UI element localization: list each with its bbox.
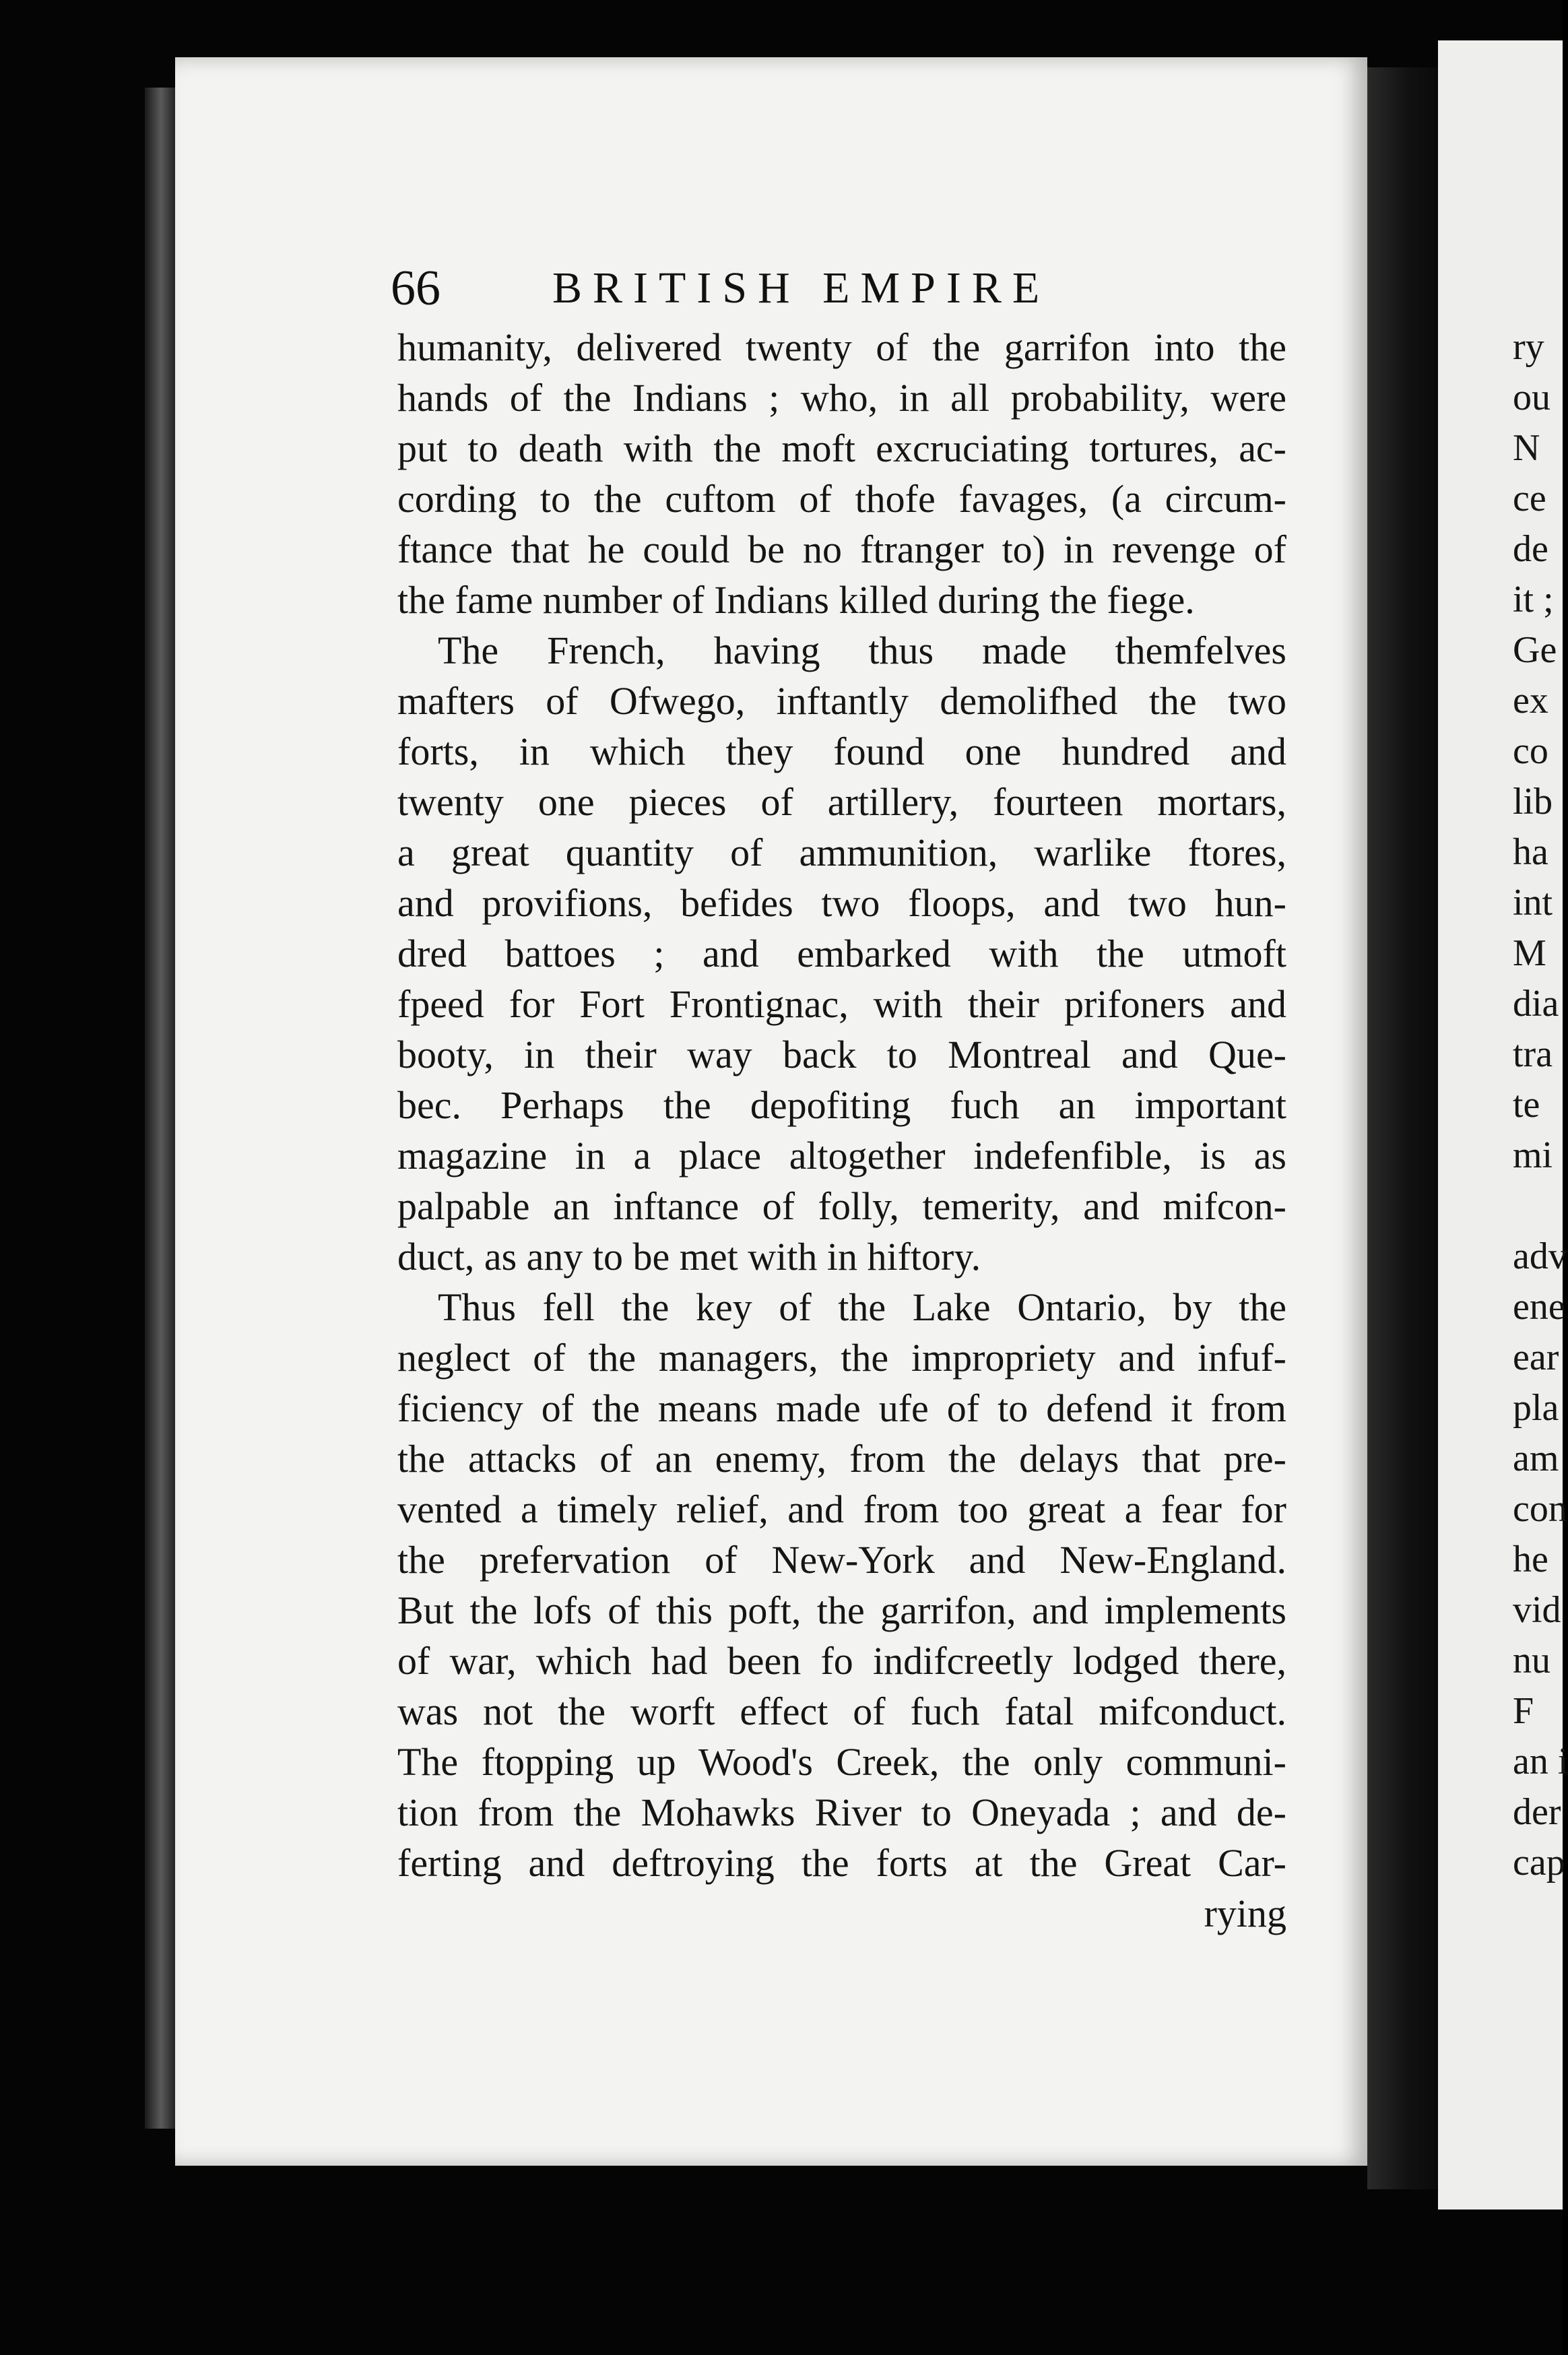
text-line: The ftopping up Wood's Creek, the only communi- (397, 1740, 1286, 1784)
facing-line: nu (1513, 1640, 1550, 1681)
running-head: BRITISH EMPIRE (552, 263, 1051, 313)
text-line: palpable an inftance of folly, temerity, and mifcon- (397, 1184, 1286, 1228)
facing-line: pla (1513, 1387, 1559, 1429)
facing-line: vid (1513, 1589, 1561, 1631)
catchword: rying (1204, 1892, 1286, 1935)
text-line: magazine in a place altogether indefenfible, is as (397, 1134, 1286, 1178)
page-number: 66 (391, 261, 440, 316)
text-line: ferting and deftroying the forts at the Great Car- (397, 1841, 1286, 1885)
facing-line: de (1513, 528, 1548, 570)
text-line: booty, in their way back to Montreal and Que- (397, 1033, 1286, 1076)
facing-line: am (1513, 1438, 1559, 1479)
text-line: fpeed for Fort Frontignac, with their prifoners and (397, 982, 1286, 1026)
facing-line: der (1513, 1791, 1561, 1833)
facing-line: Ge (1513, 629, 1557, 671)
text-line: mafters of Ofwego, inftantly demolifhed the two (397, 679, 1286, 723)
facing-line: ry (1513, 326, 1544, 368)
text-line: cording to the cuftom of thofe favages, (a circum- (397, 477, 1286, 521)
facing-line: ou (1513, 377, 1550, 418)
facing-line: adv (1513, 1235, 1567, 1277)
text-line: a great quantity of ammunition, warlike ftores, (397, 831, 1286, 874)
text-line: neglect of the managers, the impropriety and infuf- (397, 1336, 1286, 1380)
facing-line: int (1513, 882, 1553, 924)
text-line: and provifions, befides two floops, and two hun- (397, 881, 1286, 925)
text-line: the attacks of an enemy, from the delays that pre- (397, 1437, 1286, 1481)
text-line: tion from the Mohawks River to Oneyada ; and de- (397, 1791, 1286, 1834)
facing-line: it ; (1513, 579, 1554, 620)
text-line: bec. Perhaps the depofiting fuch an important (397, 1083, 1286, 1127)
text-line: But the lofs of this poft, the garrifon, and implements (397, 1588, 1286, 1632)
text-line: dred battoes ; and embarked with the utmoft (397, 932, 1286, 975)
text-line: was not the worft effect of fuch fatal mifconduct. (397, 1689, 1286, 1733)
facing-line: cap (1513, 1842, 1565, 1883)
text-line: vented a timely relief, and from too great a fear for (397, 1487, 1286, 1531)
text-line: of war, which had been fo indifcreetly lodged there, (397, 1639, 1286, 1683)
text-line: put to death with the moft excruciating tortures, ac- (397, 426, 1286, 470)
facing-line (1513, 1181, 1567, 1231)
text-line: humanity, delivered twenty of the garrifon into the (397, 325, 1286, 369)
facing-line: M (1513, 932, 1546, 974)
text-line: duct, as any to be met with in hiftory. (397, 1235, 981, 1279)
text-line: forts, in which they found one hundred and (397, 730, 1286, 773)
text-line: ftance that he could be no ftranger to) in revenge of (397, 527, 1286, 571)
facing-line: con (1513, 1488, 1567, 1530)
facing-line: co (1513, 730, 1548, 772)
facing-line: ce (1513, 478, 1546, 519)
text-line: the prefervation of New-York and New-England. (397, 1538, 1286, 1582)
facing-line: dia (1513, 983, 1559, 1025)
facing-line: tra (1513, 1033, 1553, 1075)
facing-line: ha (1513, 831, 1548, 873)
facing-line: mi (1513, 1134, 1553, 1176)
facing-line: F (1513, 1690, 1534, 1732)
facing-page-text (1513, 322, 1567, 1888)
page-header (391, 255, 1286, 329)
facing-line: ex (1513, 680, 1548, 721)
facing-line: ear (1513, 1336, 1559, 1378)
facing-line: te (1513, 1084, 1540, 1126)
text-line: twenty one pieces of artillery, fourteen mortars, (397, 780, 1286, 824)
text-line: the fame number of Indians killed during the fiege. (397, 578, 1195, 622)
page-gutter (1367, 67, 1438, 2189)
facing-line: an i (1513, 1741, 1568, 1782)
facing-line: lib (1513, 781, 1553, 822)
text-line: ficiency of the means made ufe of to defend it from (397, 1386, 1286, 1430)
facing-line: N (1513, 427, 1540, 469)
facing-line: ene (1513, 1286, 1565, 1328)
text-line: Thus fell the key of the Lake Ontario, by the (438, 1285, 1286, 1329)
body-text (397, 322, 1286, 1939)
text-line: hands of the Indians ; who, in all probability, were (397, 376, 1286, 420)
facing-line: he (1513, 1539, 1548, 1580)
text-line: The French, having thus made themfelves (438, 628, 1286, 672)
